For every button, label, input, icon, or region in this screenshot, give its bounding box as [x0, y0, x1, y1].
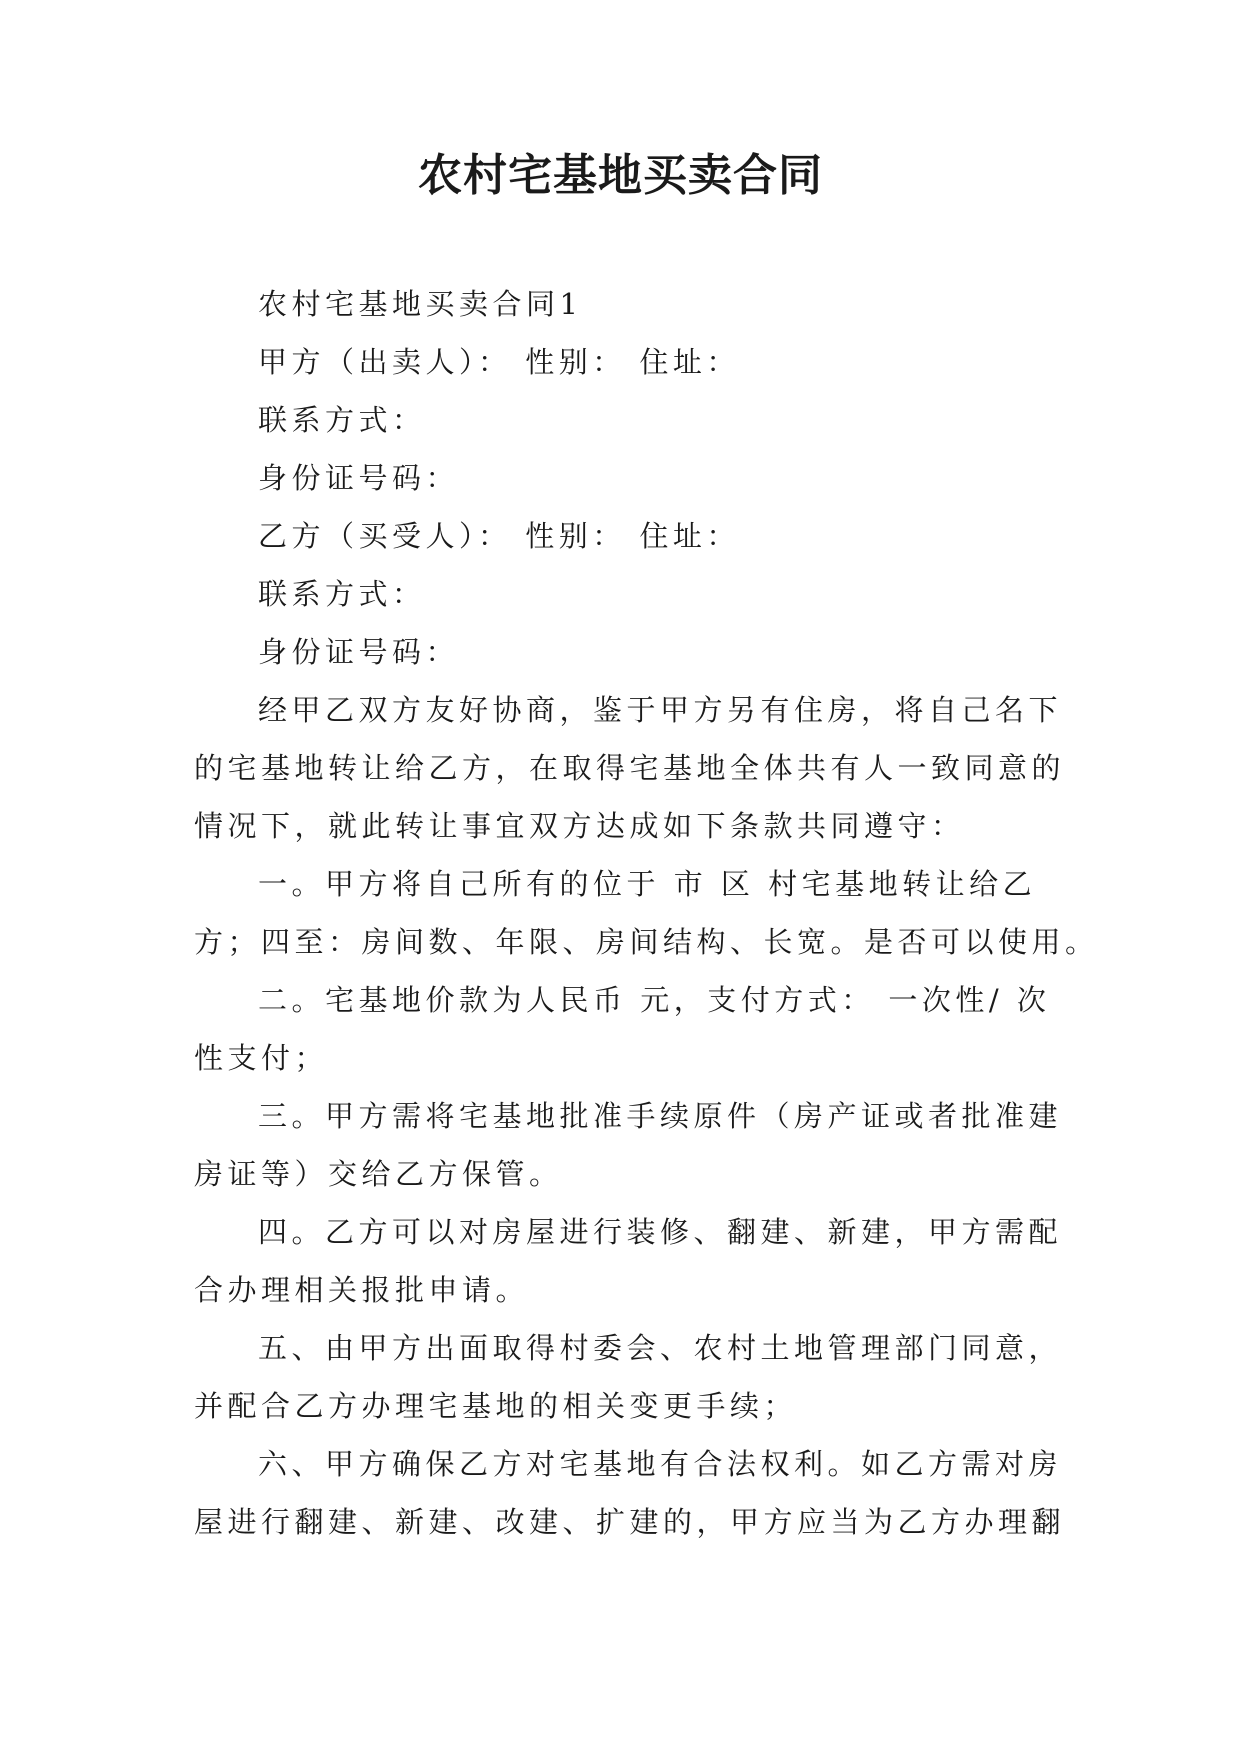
body-line: 并配合乙方办理宅基地的相关变更手续； [194, 1389, 798, 1423]
body-line: 经甲乙双方友好协商，鉴于甲方另有住房，将自己名下 [258, 693, 1063, 727]
body-line: 联系方式： [258, 403, 426, 437]
body-line: 身份证号码： [258, 461, 460, 495]
body-line: 情况下，就此转让事宜双方达成如下条款共同遵守： [194, 809, 965, 843]
body-line: 乙方（买受人）： 性别： 住址： [258, 519, 740, 553]
body-line: 身份证号码： [258, 635, 460, 669]
body-line: 四。乙方可以对房屋进行装修、翻建、新建，甲方需配 [258, 1215, 1063, 1249]
body-line: 三。甲方需将宅基地批准手续原件（房产证或者批准建 [258, 1099, 1063, 1133]
body-line: 方；四至：房间数、年限、房间结构、长宽。是否可以使用。 [194, 925, 1099, 959]
body-line: 二。宅基地价款为人民币 元，支付方式： 一次性/ 次 [258, 983, 1051, 1017]
body-line: 六、甲方确保乙方对宅基地有合法权利。如乙方需对房 [258, 1447, 1063, 1481]
body-line: 合办理相关报批申请。 [194, 1273, 530, 1307]
body-line: 屋进行翻建、新建、改建、扩建的，甲方应当为乙方办理翻 [194, 1505, 1066, 1539]
body-line: 房证等）交给乙方保管。 [194, 1157, 563, 1191]
body-line: 联系方式： [258, 577, 426, 611]
body-line: 五、由甲方出面取得村委会、农村土地管理部门同意， [258, 1331, 1063, 1365]
body-line: 甲方（出卖人）： 性别： 住址： [258, 345, 740, 379]
body-line: 一。甲方将自己所有的位于 市 区 村宅基地转让给乙 [258, 867, 1037, 901]
document-title: 农村宅基地买卖合同 [418, 150, 823, 201]
body-line: 的宅基地转让给乙方，在取得宅基地全体共有人一致同意的 [194, 751, 1066, 785]
body-line: 农村宅基地买卖合同1 [258, 287, 583, 321]
document-body [194, 287, 1099, 1566]
body-line: 性支付； [194, 1041, 329, 1075]
